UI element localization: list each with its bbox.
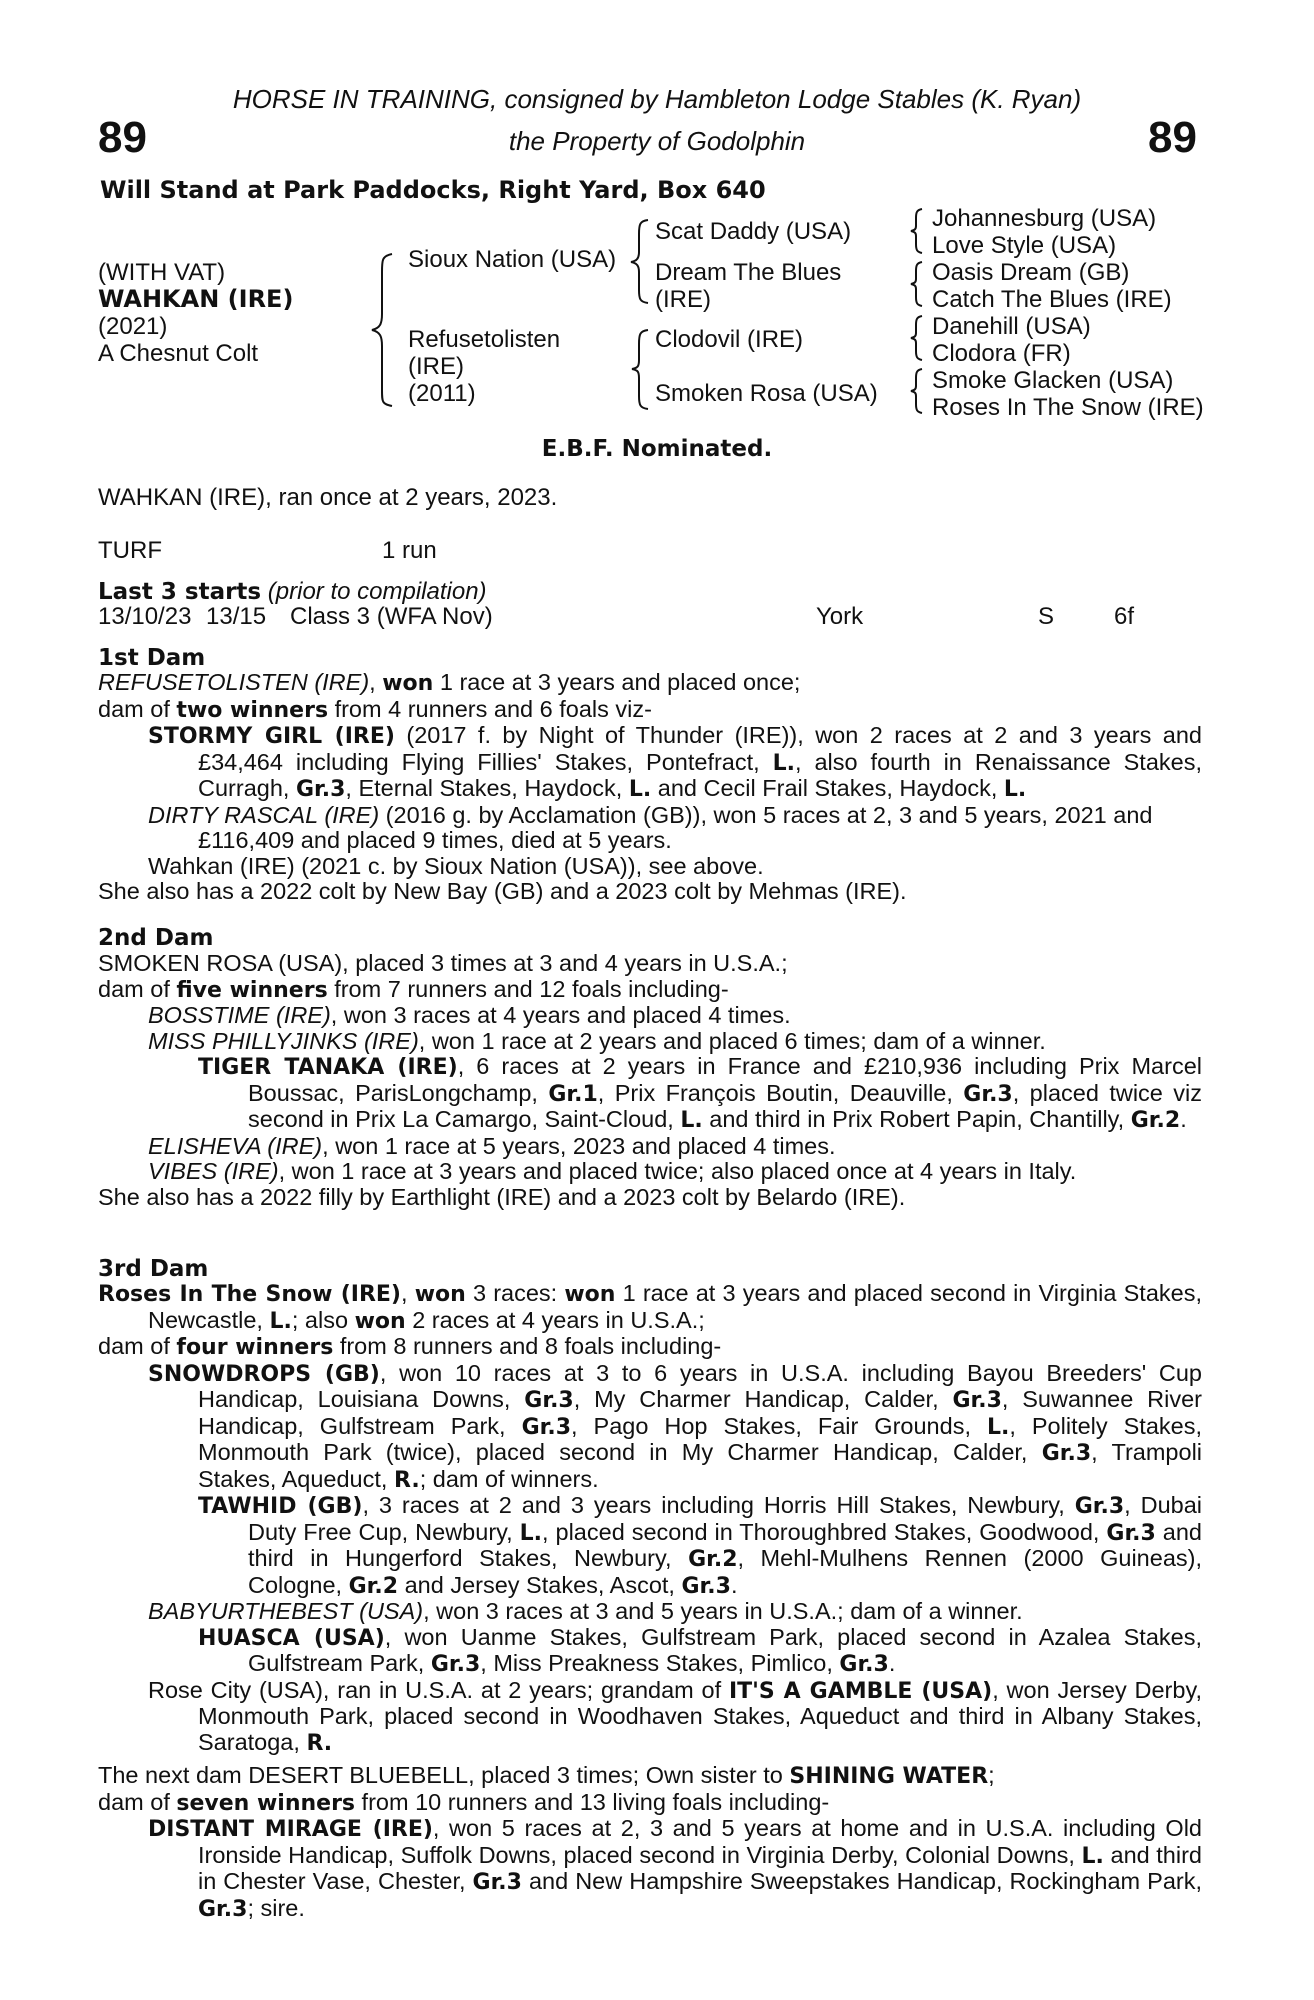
turf-runs: 1 run [382, 537, 437, 564]
horse-description: A Chesnut Colt [98, 340, 259, 367]
stand-location: Will Stand at Park Paddocks, Right Yard, Box 640 [100, 176, 766, 204]
second-dam-heading: 2nd Dam [98, 925, 214, 951]
vat-note: (WITH VAT) [98, 259, 226, 286]
turf-label: TURF [98, 537, 162, 564]
second-dam-text: SMOKEN ROSA (USA), placed 3 times at 3 and 4 years in U.S.A.; dam of five winners from 7 runners and 12 foals including- BOSSTIME (IRE), won 3 races at 4 years and placed 4 times. MISS PHILLYJINKS (IRE), won 1 race at 2 years and placed 6 times; dam of a winner. TIGER TANAKA (IRE), 6 races at 2 years in France and £210,936 including Prix Marcel Boussac, ParisLongchamp, Gr.1, Prix François Boutin, Deauville, Gr.3, placed twice viz second in Prix La Camargo, Saint-Cloud, L. and third in Prix Robert Papin, Chantilly, Gr.2. ELISHEVA (IRE), won 1 race at 5 years, 2023 and placed 4 times. VIBES (IRE), won 1 race at 3 years and placed twice; also placed once at 4 years in Italy. She also has a 2022 filly by Earthlight (IRE) and a 2023 colt by Belardo (IRE). [98, 950, 1202, 1210]
dam-sire-dam: Clodora (FR) [932, 340, 1071, 367]
sire-sire: Scat Daddy (USA) [655, 218, 852, 245]
dam-sire: Clodovil (IRE) [655, 326, 804, 353]
sire-dam-line1: Dream The Blues [655, 259, 842, 286]
first-dam-text: REFUSETOLISTEN (IRE), won 1 race at 3 years and placed once; dam of two winners from 4 runners and 6 foals viz- STORMY GIRL (IRE) (2017 f. by Night of Thunder (IRE)), won 2 races at 2 and 3 years and £34,464 including Flying Fillies' Stakes, Pontefract, L., also fourth in Renaissance Stakes, Curragh, Gr.3, Eternal Stakes, Haydock, L. and Cecil Frail Stakes, Haydock, L. DIRTY RASCAL (IRE) (2016 g. by Acclamation (GB)), won 5 races at 2, 3 and 5 years, 2021 and £116,409 and placed 9 times, died at 5 years. Wahkan (IRE) (2021 c. by Sioux Nation (USA)), see above. She also has a 2022 colt by New Bay (GB) and a 2023 colt by Mehmas (IRE). [98, 669, 1202, 904]
last-starts-title: Last 3 starts [98, 579, 262, 605]
race-summary: WAHKAN (IRE), ran once at 2 years, 2023. [98, 484, 558, 511]
last-starts-heading [98, 579, 487, 605]
start-distance: 6f [1114, 603, 1135, 630]
sire-dam-dam: Catch The Blues (IRE) [932, 286, 1172, 313]
next-dam-text: The next dam DESERT BLUEBELL, placed 3 times; Own sister to SHINING WATER; dam of seven winners from 10 runners and 13 living foals including- DISTANT MIRAGE (IRE), won 5 races at 2, 3 and 5 years at home and in U.S.A. including Old Ironside Handicap, Suffolk Downs, placed second in Virginia Derby, Colonial Downs, L. and third in Chester Vase, Chester, Gr.3 and New Hampshire Sweepstakes Handicap, Rockingham Park, Gr.3; sire. [98, 1762, 1202, 1922]
pedigree-brace-sd [908, 259, 926, 309]
dam-dam-sire: Smoke Glacken (USA) [932, 367, 1174, 394]
property-line: the Property of Godolphin [508, 126, 806, 156]
sire-sire-sire: Johannesburg (USA) [932, 205, 1157, 232]
pedigree-brace-sire [628, 216, 654, 306]
start-course: York [816, 603, 864, 630]
consignor-line: HORSE IN TRAINING, consigned by Hambleton Lodge Stables (K. Ryan) [232, 84, 1082, 114]
sire-name: Sioux Nation (USA) [408, 246, 617, 273]
sire-dam-sire: Oasis Dream (GB) [932, 259, 1130, 286]
lot-number-left: 89 [98, 113, 147, 162]
dam-sire-sire: Danehill (USA) [932, 313, 1091, 340]
horse-year: (2021) [98, 313, 168, 340]
lot-number-right: 89 [1148, 113, 1197, 162]
horse-name: WAHKAN (IRE) [98, 285, 294, 313]
dam-name-line2: (IRE) [408, 353, 464, 380]
sire-dam-line2: (IRE) [655, 286, 711, 313]
start-position: 13/15 [206, 603, 267, 630]
sire-sire-dam: Love Style (USA) [932, 232, 1117, 259]
pedigree-brace-dd [908, 366, 926, 416]
dam-name-line1: Refusetolisten [408, 326, 561, 353]
start-date: 13/10/23 [98, 603, 192, 630]
dam-dam-dam: Roses In The Snow (IRE) [932, 394, 1204, 421]
dam-year: (2011) [408, 380, 476, 407]
pedigree-brace-ss [908, 206, 926, 256]
dam-dam: Smoken Rosa (USA) [655, 380, 878, 407]
third-dam-text: Roses In The Snow (IRE), won 3 races: won 1 race at 3 years and placed second in Virginia Stakes, Newcastle, L.; also won 2 races at 4 years in U.S.A.; dam of four winners from 8 runners and 8 foals including- SNOWDROPS (GB), won 10 races at 3 to 6 years in U.S.A. including Bayou Breeders' Cup Handicap, Louisiana Downs, Gr.3, My Charmer Handicap, Calder, Gr.3, Suwannee River Handicap, Gulfstream Park, Gr.3, Pago Hop Stakes, Fair Grounds, L., Politely Stakes, Monmouth Park (twice), placed second in My Charmer Handicap, Calder, Gr.3, Trampoli Stakes, Aqueduct, R.; dam of winners. TAWHID (GB), 3 races at 2 and 3 years including Horris Hill Stakes, Newbury, Gr.3, Dubai Duty Free Cup, Newbury, L., placed second in Thoroughbred Stakes, Goodwood, Gr.3 and third in Hungerford Stakes, Newbury, Gr.2, Mehl-Mulhens Rennen (2000 Guineas), Cologne, Gr.2 and Jersey Stakes, Ascot, Gr.3. BABYURTHEBEST (USA), won 3 races at 3 and 5 years in U.S.A.; dam of a winner. HUASCA (USA), won Uanme Stakes, Gulfstream Park, placed second in Azalea Stakes, Gulfstream Park, Gr.3, Miss Preakness Stakes, Pimlico, Gr.3. Rose City (USA), ran in U.S.A. at 2 years; grandam of IT'S A GAMBLE (USA), won Jersey Derby, Monmouth Park, placed second in Woodhaven Stakes, Aqueduct and third in Albany Stakes, Saratoga, R. [98, 1280, 1203, 1756]
last-starts-note: (prior to compilation) [267, 578, 487, 605]
pedigree-brace-dam [628, 326, 654, 412]
ebf-nomination: E.B.F. Nominated. [541, 436, 773, 462]
start-going: S [1038, 603, 1055, 630]
pedigree-brace-main [370, 250, 400, 410]
third-dam-heading: 3rd Dam [98, 1256, 209, 1282]
first-dam-heading: 1st Dam [98, 645, 206, 671]
start-race-class: Class 3 (WFA Nov) [290, 603, 493, 630]
pedigree-brace-ds [908, 313, 926, 363]
